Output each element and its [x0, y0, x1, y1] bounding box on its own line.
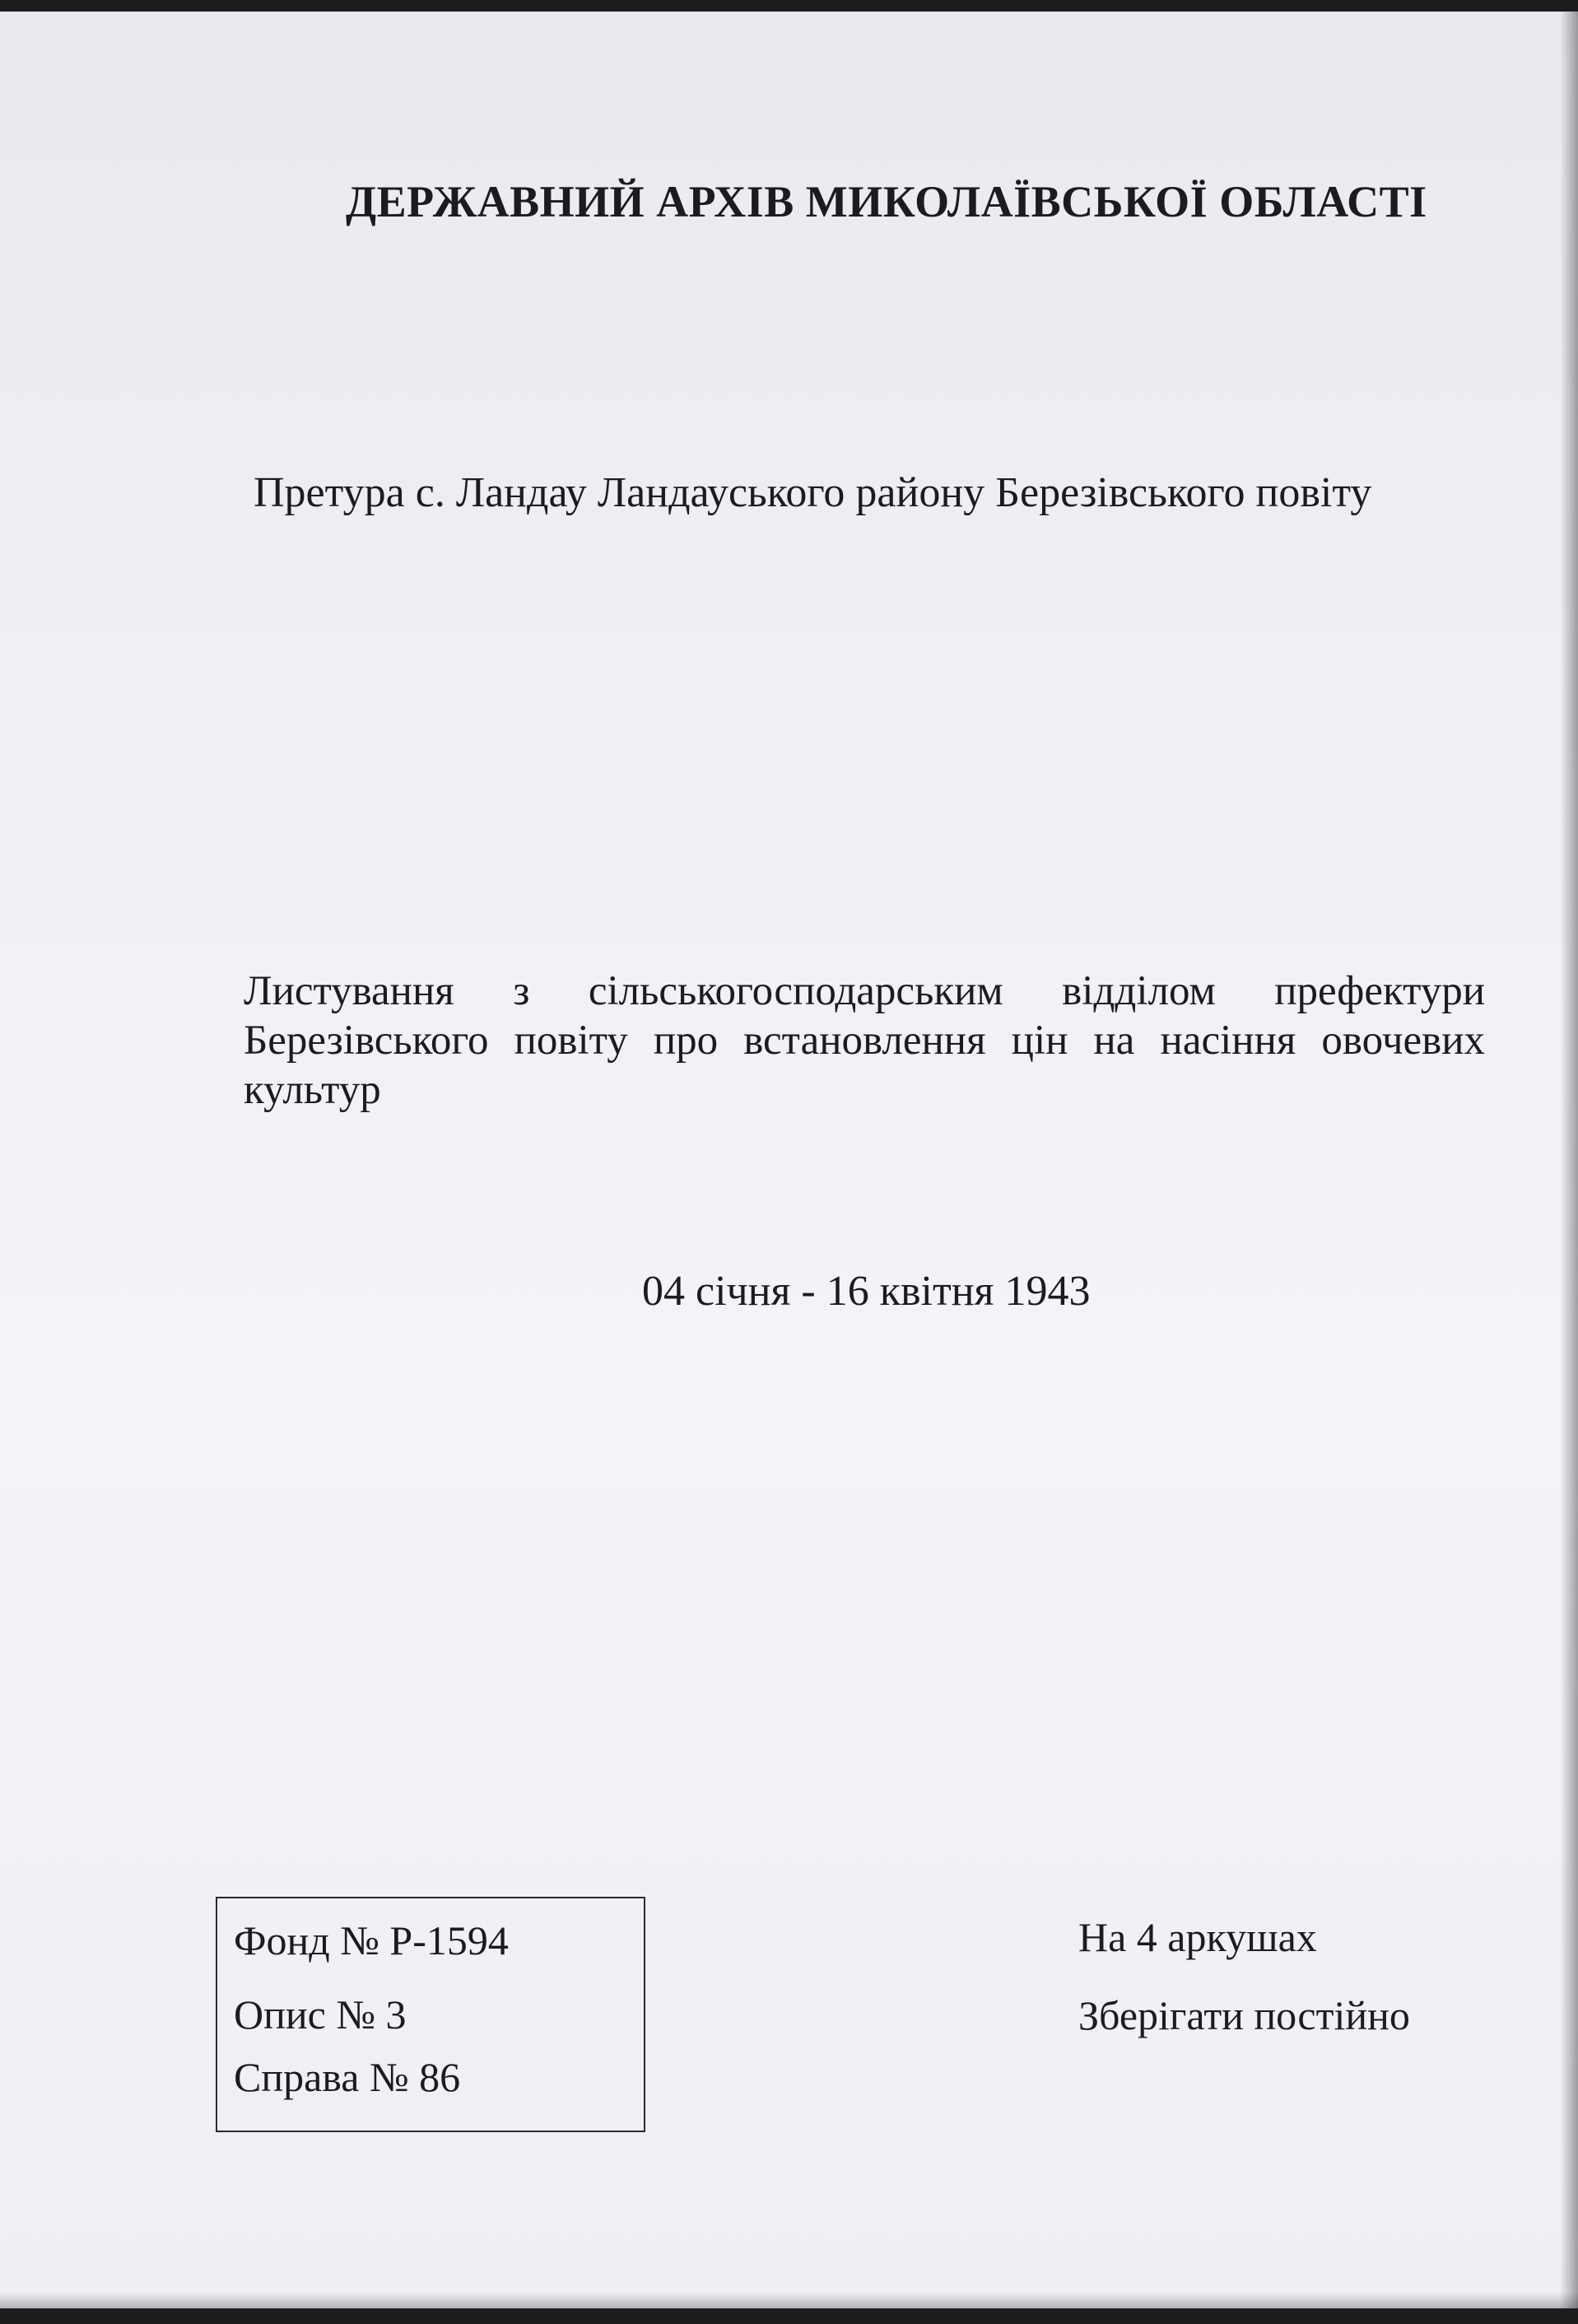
archive-title: ДЕРЖАВНИЙ АРХІВ МИКОЛАЇВСЬКОЇ ОБЛАСТІ	[346, 177, 1427, 226]
archive-cover-page	[0, 12, 1578, 2308]
fond-number: Фонд № Р-1594	[234, 1917, 509, 1963]
page-bottom-shadow	[0, 2292, 1578, 2308]
storage-term: Зберігати постійно	[1078, 1992, 1410, 2038]
sheet-count: На 4 аркушах	[1078, 1914, 1317, 1960]
institution-name: Претура с. Ландау Ландауського району Березівського повіту	[254, 469, 1372, 516]
page-edge-shadow	[1560, 12, 1578, 2308]
case-dates: 04 січня - 16 квітня 1943	[642, 1268, 1091, 1315]
case-title: Листування з сільськогосподарським відділом префектури Березівського повіту про встановлення цін на насіння овочевих культур	[244, 968, 1485, 1113]
sprava-number: Справа № 86	[234, 2054, 461, 2100]
fond-reference-box	[216, 1897, 645, 2132]
opys-number: Опис № 3	[234, 1991, 407, 2038]
